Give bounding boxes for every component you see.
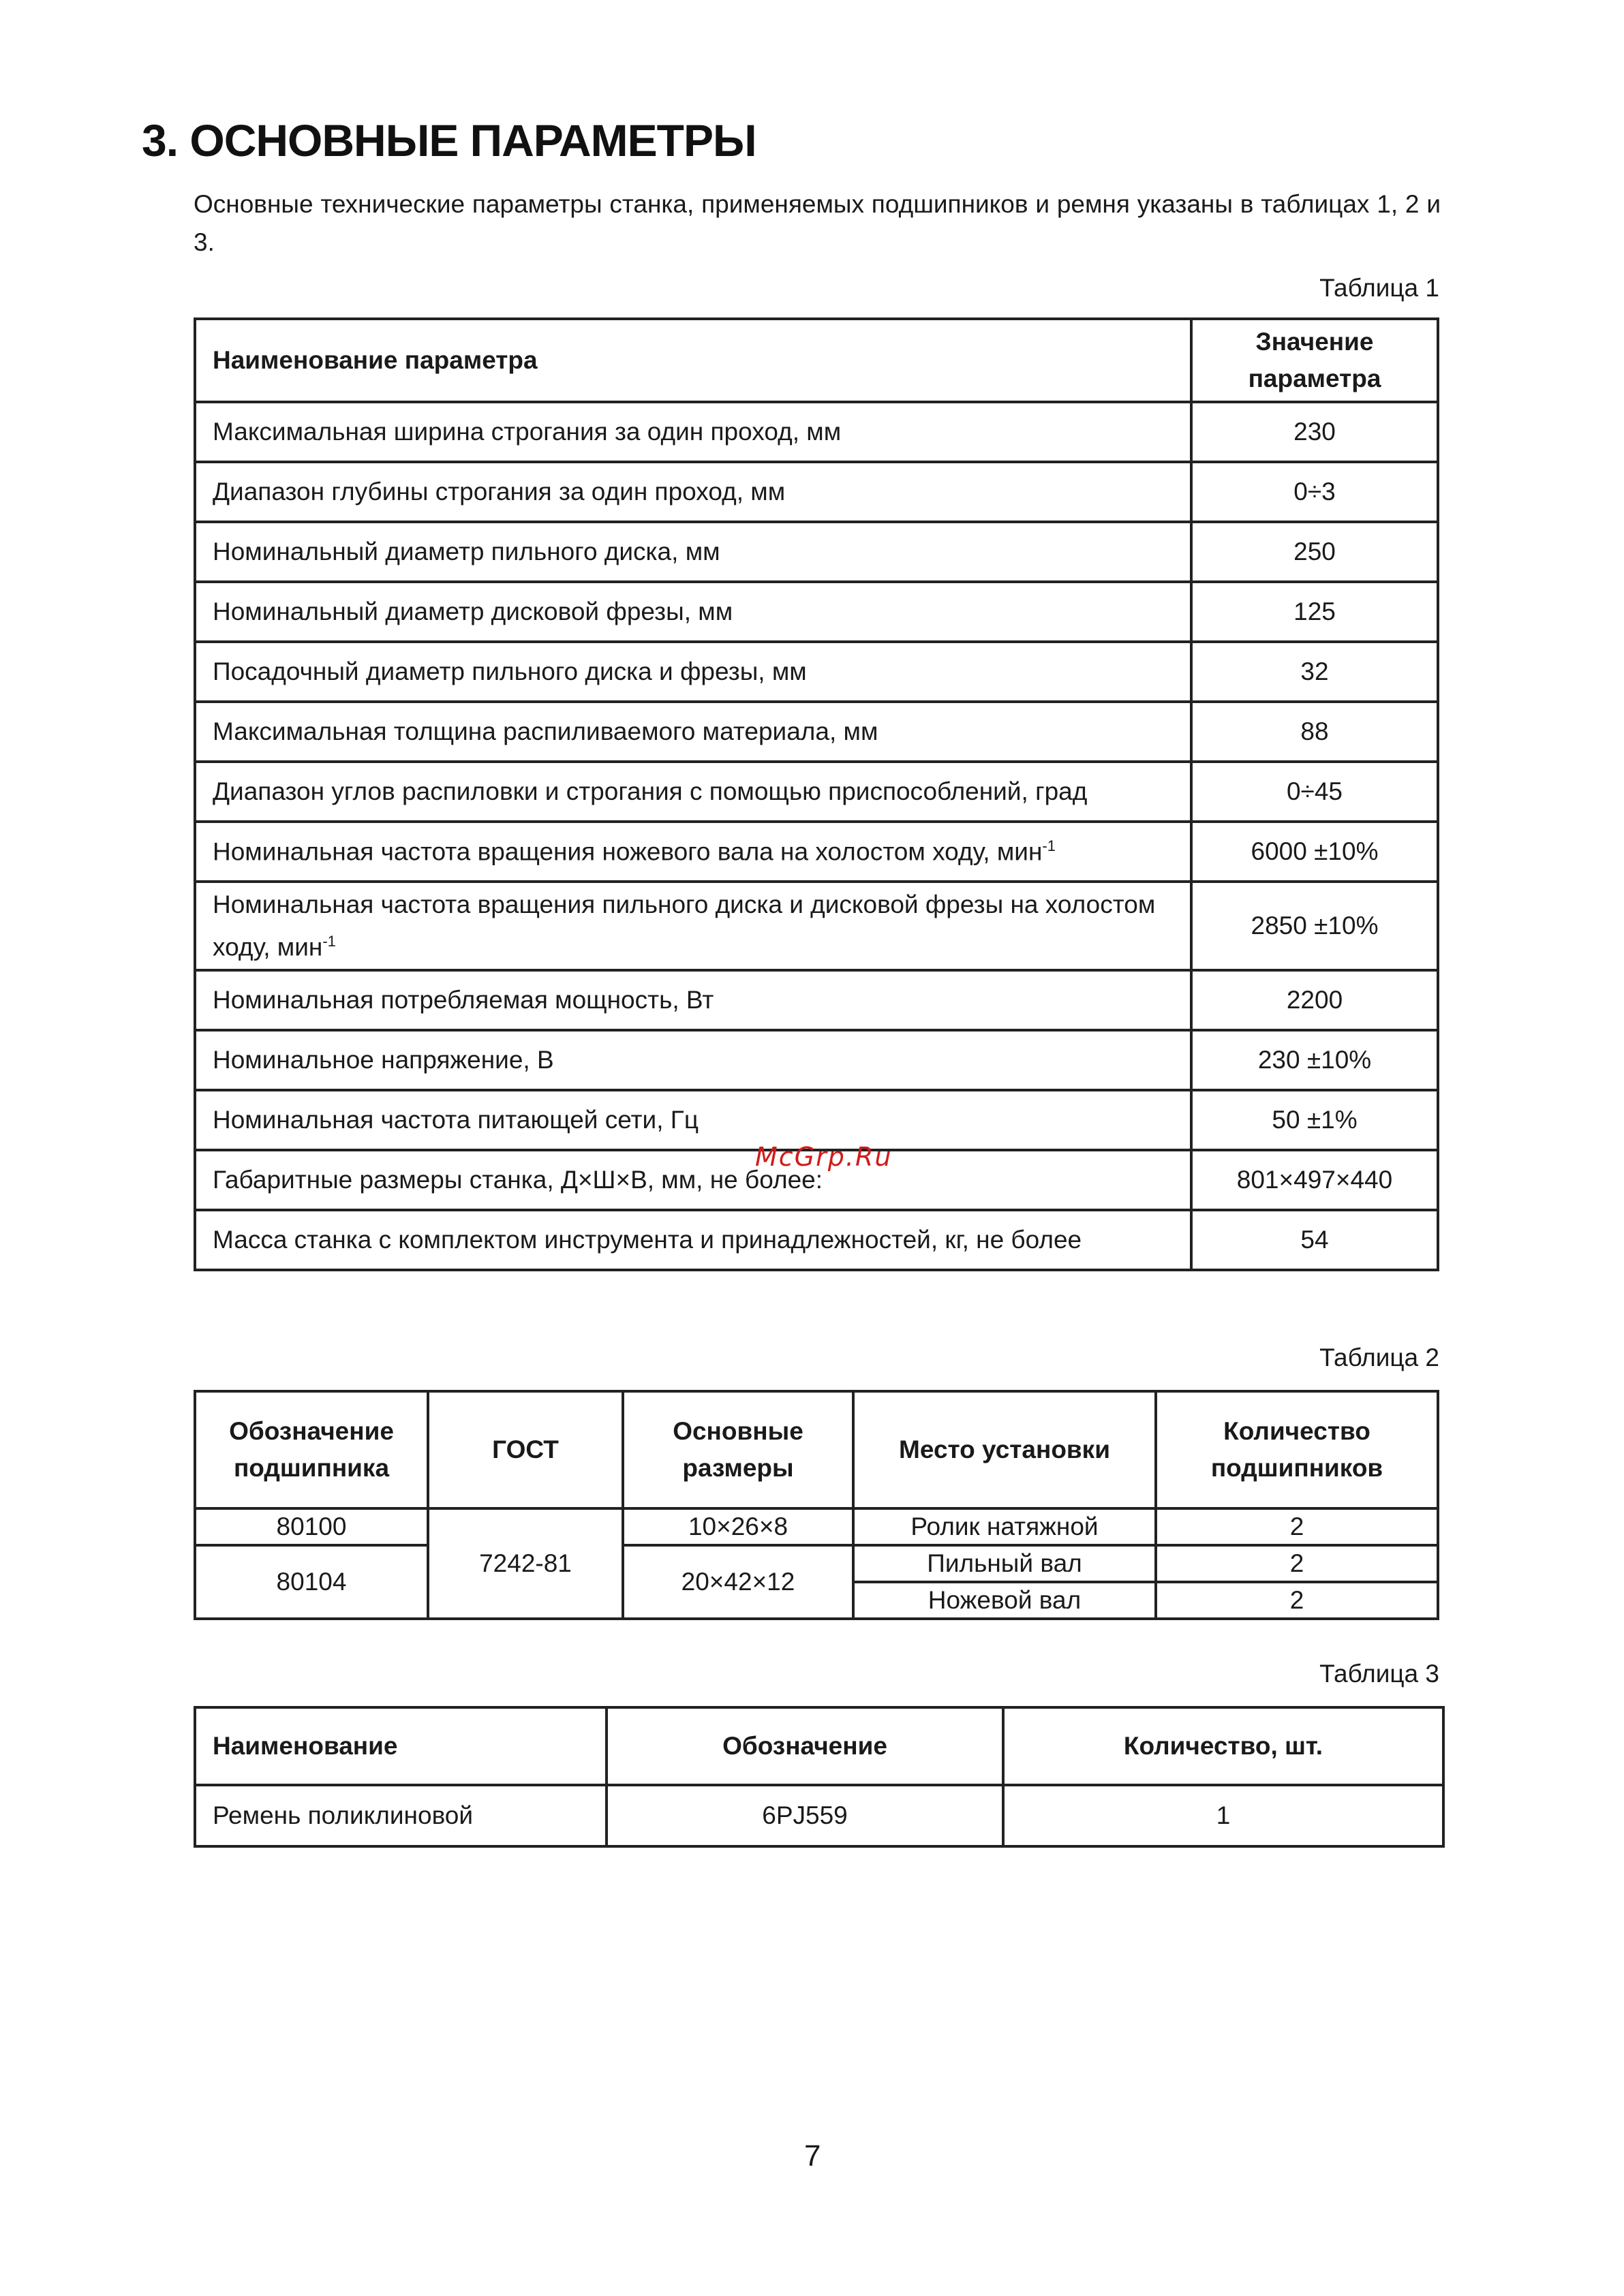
table-header-row [195,1391,1438,1508]
belt-quantity: 1 [1003,1785,1443,1846]
param-name: Номинальный диаметр пильного диска, мм [195,522,1191,582]
table-row [195,882,1438,970]
table-row [195,1210,1438,1270]
table-row [195,642,1438,702]
header-install-place: Место установки [853,1391,1156,1508]
param-value: 88 [1191,702,1438,762]
param-name: Посадочный диаметр пильного диска и фрезы, мм [195,642,1191,702]
table2-caption: Таблица 2 [1319,1344,1439,1371]
bearing-designation: 80104 [195,1545,428,1619]
param-name-cell [195,822,1191,882]
param-name: Габаритные размеры станка, Д×Ш×В, мм, не более: [195,1150,1191,1210]
table-header-row [195,319,1438,402]
bearing-designation: 80100 [195,1508,428,1545]
param-value: 125 [1191,582,1438,642]
section-heading: 3. ОСНОВНЫЕ ПАРАМЕТРЫ [142,115,756,166]
table-row [195,582,1438,642]
belt-designation: 6PJ559 [607,1785,1003,1846]
param-name-cell [195,882,1191,970]
table-header-row [195,1707,1443,1785]
table-row [195,762,1438,822]
header-bearing-designation: Обозначение подшипника [195,1391,428,1508]
parameters-table [194,317,1439,1271]
table-row [195,522,1438,582]
param-name: Номинальная потребляемая мощность, Вт [195,970,1191,1030]
header-quantity: Количество, шт. [1003,1707,1443,1785]
header-parameter-name: Наименование параметра [195,319,1191,402]
table-row [195,702,1438,762]
param-value: 230 [1191,402,1438,462]
param-value: 230 ±10% [1191,1030,1438,1090]
install-place: Ролик натяжной [853,1508,1156,1545]
bearing-quantity: 2 [1156,1582,1438,1619]
belt-name: Ремень поликлиновой [195,1785,607,1846]
header-bearing-quantity: Количество подшипников [1156,1391,1438,1508]
param-value: 0÷45 [1191,762,1438,822]
header-parameter-value: Значение параметра [1191,319,1438,402]
table-row [195,1785,1443,1846]
param-value: 2200 [1191,970,1438,1030]
bearings-table [194,1390,1439,1620]
header-name: Наименование [195,1707,607,1785]
watermark: McGrp.Ru [755,1142,893,1172]
main-dimensions: 10×26×8 [623,1508,853,1545]
intro-paragraph: Основные технические параметры станка, применяемых подшипников и ремня указаны в таблицах 1, 2 и 3. [194,190,1441,256]
belt-table [194,1706,1445,1848]
param-name: Диапазон глубины строгания за один проход, мм [195,462,1191,522]
table-row [195,822,1438,882]
page-number: 7 [804,2139,821,2173]
param-value: 0÷3 [1191,462,1438,522]
gost-value: 7242-81 [428,1508,623,1619]
unit-superscript: -1 [322,932,336,950]
table-row [195,1545,1438,1582]
param-value: 50 ±1% [1191,1090,1438,1150]
table-row [195,1090,1438,1150]
param-name: Номинальное напряжение, В [195,1030,1191,1090]
table1-caption: Таблица 1 [1319,274,1439,302]
table-row [195,970,1438,1030]
header-designation: Обозначение [607,1707,1003,1785]
param-name: Максимальная толщина распиливаемого материала, мм [195,702,1191,762]
table-row [195,1508,1438,1545]
header-gost: ГОСТ [428,1391,623,1508]
bearing-quantity: 2 [1156,1508,1438,1545]
table3-caption: Таблица 3 [1319,1660,1439,1688]
header-main-dimensions: Основные размеры [623,1391,853,1508]
bearing-quantity: 2 [1156,1545,1438,1582]
unit-superscript: -1 [1042,837,1056,854]
main-dimensions: 20×42×12 [623,1545,853,1619]
table-row [195,462,1438,522]
param-value: 801×497×440 [1191,1150,1438,1210]
table-row [195,402,1438,462]
param-value: 2850 ±10% [1191,882,1438,970]
param-value: 6000 ±10% [1191,822,1438,882]
param-value: 32 [1191,642,1438,702]
param-value: 250 [1191,522,1438,582]
param-name: Масса станка с комплектом инструмента и принадлежностей, кг, не более [195,1210,1191,1270]
param-name: Диапазон углов распиловки и строгания с помощью приспособлений, град [195,762,1191,822]
param-name: Номинальный диаметр дисковой фрезы, мм [195,582,1191,642]
param-name: Номинальная частота питающей сети, Гц [195,1090,1191,1150]
param-name: Номинальная частота вращения пильного диска и дисковой фрезы на холостом ходу, мин [213,890,1156,961]
table-row [195,1030,1438,1090]
param-name: Максимальная ширина строгания за один проход, мм [195,402,1191,462]
param-value: 54 [1191,1210,1438,1270]
param-name: Номинальная частота вращения ножевого вала на холостом ходу, мин [213,837,1043,866]
install-place: Ножевой вал [853,1582,1156,1619]
install-place: Пильный вал [853,1545,1156,1582]
